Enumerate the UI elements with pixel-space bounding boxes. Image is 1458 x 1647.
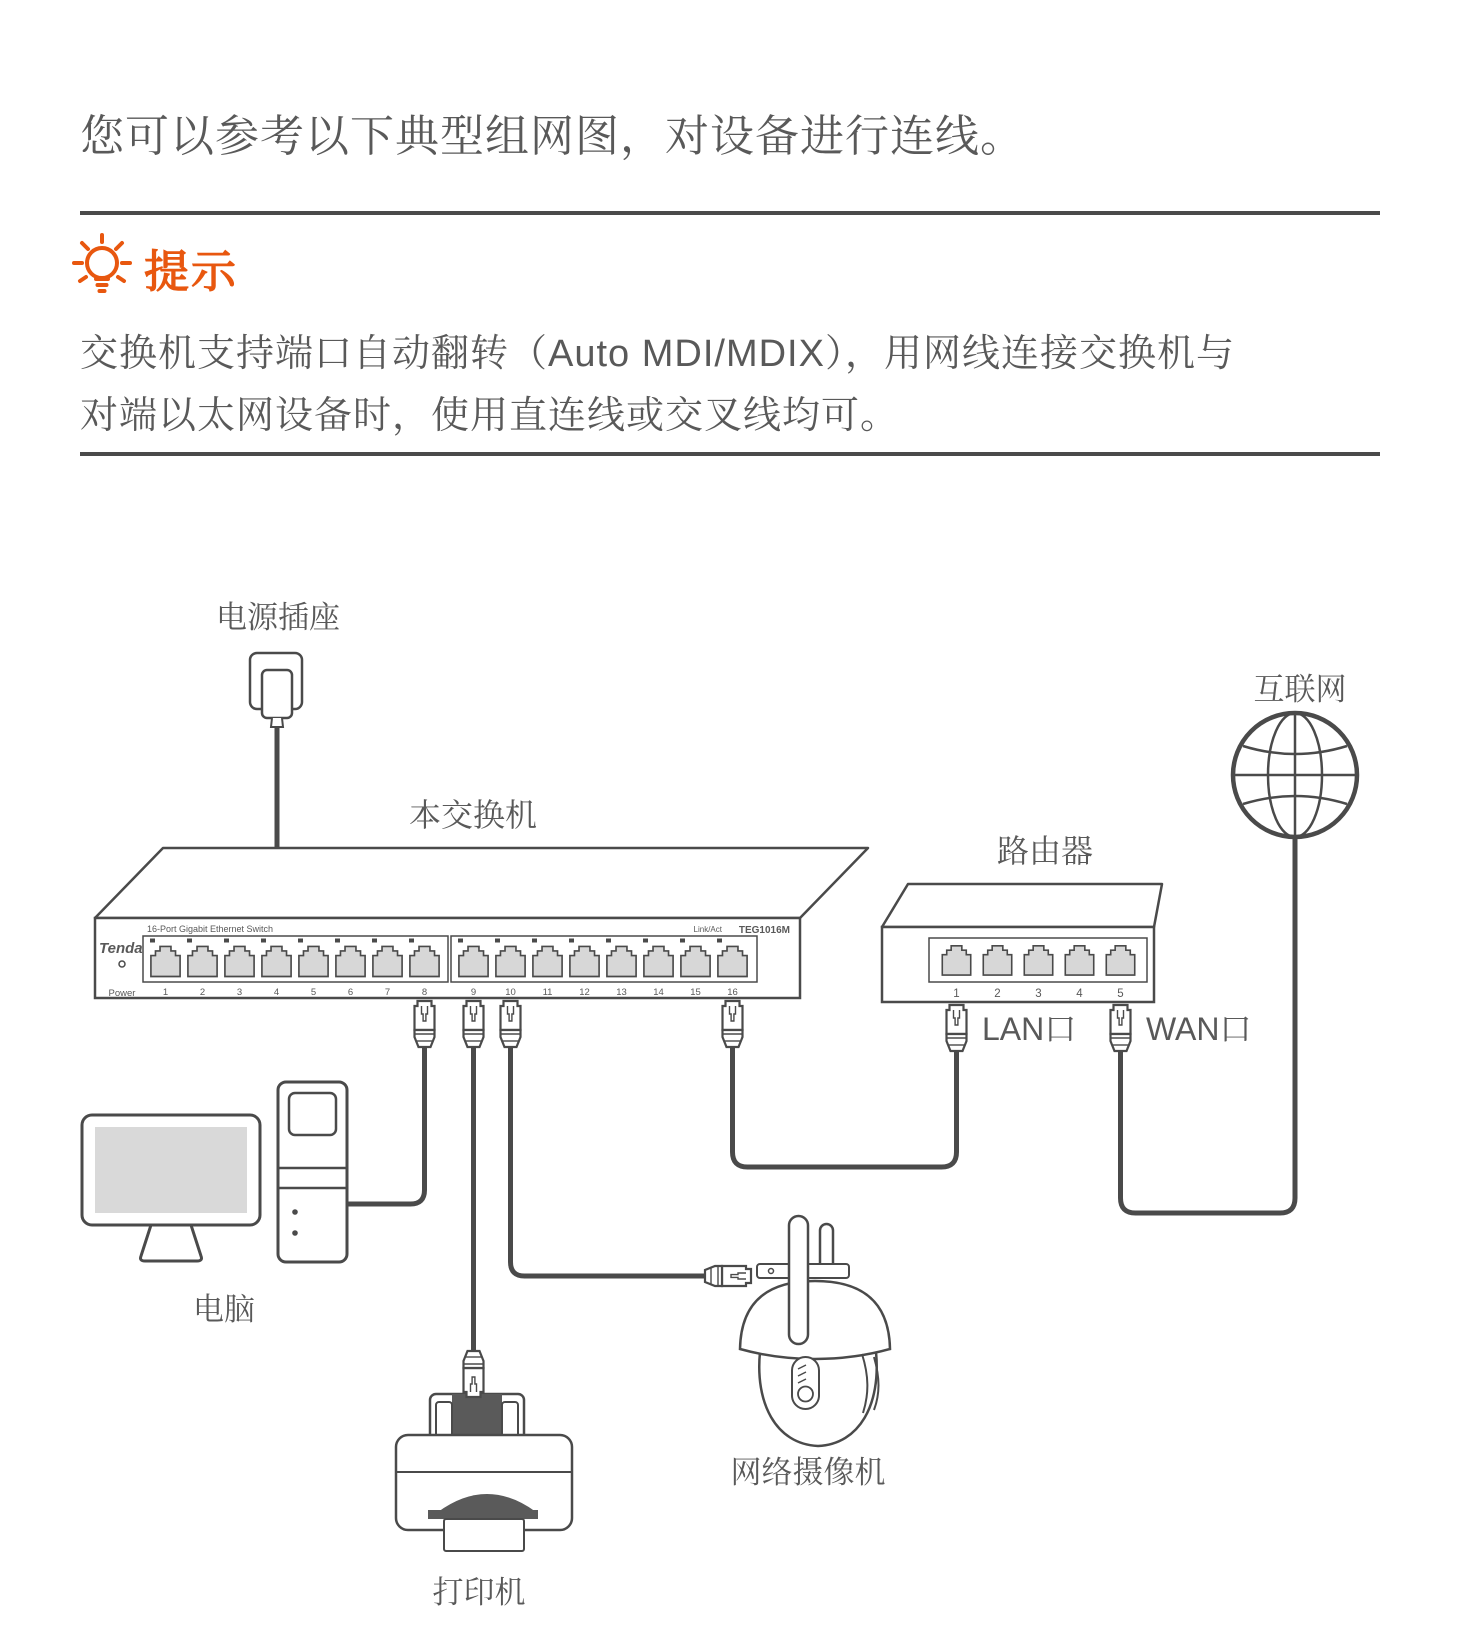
printer-paper — [452, 1394, 502, 1438]
internet-globe-icon — [1233, 713, 1357, 837]
camera-dome — [740, 1281, 890, 1359]
camera-antenna-thick — [789, 1216, 808, 1344]
rj45-connector-camera — [705, 1266, 751, 1286]
svg-text:9: 9 — [470, 987, 477, 998]
tip-text-line-2: 对端以太网设备时，使用直连线或交叉线均可。 — [80, 395, 900, 437]
svg-text:4: 4 — [273, 987, 280, 998]
rj45-connector-port10 — [501, 1001, 521, 1047]
svg-text:1: 1 — [162, 987, 169, 998]
svg-text:4: 4 — [1076, 988, 1083, 1000]
rj45-connector-port9 — [464, 1001, 484, 1047]
cable-switch-to-router-lan — [733, 1047, 957, 1167]
printer-output-slot — [428, 1510, 538, 1519]
svg-text:1: 1 — [953, 988, 960, 1000]
switch-device — [95, 848, 868, 999]
cable-computer-to-switch — [347, 1047, 425, 1204]
rj45-connector-wan — [1111, 1005, 1131, 1051]
monitor-stand — [141, 1225, 202, 1261]
rj45-connector-lan — [947, 1005, 967, 1051]
router-device — [882, 884, 1162, 1002]
label-internet: 互联网 — [1253, 672, 1347, 707]
switch-brand-logo: Tenda — [99, 940, 143, 957]
label-printer: 打印机 — [432, 1575, 526, 1610]
svg-text:8: 8 — [421, 987, 428, 998]
cable-camera-to-switch — [511, 1047, 706, 1276]
label-power-outlet: 电源插座 — [216, 600, 340, 635]
label-switch: 本交换机 — [408, 797, 538, 833]
svg-text:13: 13 — [616, 987, 627, 998]
printer-device — [396, 1394, 572, 1551]
svg-text:6: 6 — [347, 987, 354, 998]
label-router: 路由器 — [996, 833, 1094, 869]
svg-text:11: 11 — [542, 987, 553, 998]
label-wan-port: WAN口 — [1146, 1011, 1252, 1047]
label-computer: 电脑 — [193, 1292, 255, 1327]
svg-text:15: 15 — [690, 987, 701, 998]
switch-power-label: Power — [108, 988, 136, 999]
tip-text-line-1: 交换机支持端口自动翻转（Auto MDI/MDIX），用网线连接交换机与 — [80, 333, 1235, 375]
svg-text:2: 2 — [199, 987, 206, 998]
tip-label: 提示 — [144, 245, 239, 297]
svg-text:5: 5 — [1117, 988, 1124, 1000]
label-lan-port: LAN口 — [982, 1011, 1077, 1047]
svg-text:12: 12 — [579, 987, 590, 998]
power-outlet-icon — [250, 653, 302, 727]
label-camera: 网络摄像机 — [730, 1455, 886, 1490]
intro-text: 您可以参考以下典型组网图，对设备进行连线。 — [80, 112, 1025, 161]
rj45-connector-port16 — [723, 1001, 743, 1047]
svg-text:7: 7 — [384, 987, 391, 998]
switch-linkact-label: Link/Act — [693, 925, 722, 934]
svg-text:3: 3 — [1035, 988, 1042, 1000]
svg-text:16: 16 — [727, 987, 738, 998]
switch-product-name: 16-Port Gigabit Ethernet Switch — [147, 924, 274, 934]
rj45-connector-printer — [464, 1351, 484, 1397]
printer-output-tray — [444, 1519, 524, 1551]
rj45-connector-port8 — [415, 1001, 435, 1047]
svg-text:5: 5 — [310, 987, 317, 998]
svg-text:2: 2 — [994, 988, 1001, 1000]
switch-model-label: TEG1016M — [738, 925, 790, 936]
svg-text:3: 3 — [236, 987, 243, 998]
svg-text:10: 10 — [505, 987, 516, 998]
computer-device — [82, 1082, 347, 1262]
camera-device — [740, 1216, 890, 1446]
svg-text:14: 14 — [653, 987, 664, 998]
monitor-screen — [95, 1127, 247, 1213]
